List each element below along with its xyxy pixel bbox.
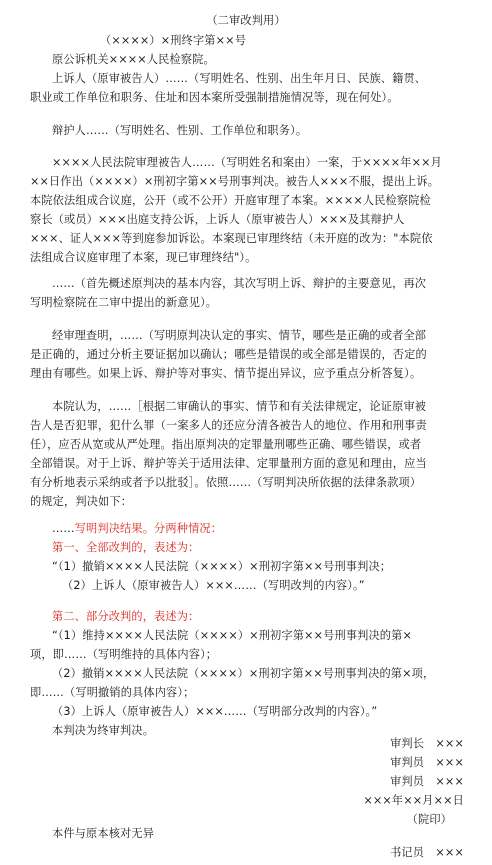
para4-line: 有分析地表示采纳或者予以批驳］。依照……（写明判决所依据的法律条款项） [30,476,422,489]
para3-line: 经审理查明，……（写明原判决认定的事实、情节，哪些是正确的或者全部 [52,329,427,342]
case2-line: （2）撤销××××人民法院（××××）×刑初字第××号刑事判决的第×项， [52,667,435,680]
para1-line: ××××人民法院审理被告人……（写明姓名和案由）一案，于××××年××月 [52,156,443,169]
clerk: 书记员 ××× [390,846,464,859]
para1-line: 本院依法组成合议庭，公开（或不公开）开庭审理了本案。××××人民检察院检 [30,194,431,207]
judge-1: 审判员 ××× [390,756,464,769]
court-seal: （院印） [406,813,452,826]
para1-line: ×××、证人×××等到庭参加诉讼。本案现已审理终结（未开庭的改为："本院依 [30,232,433,245]
verify-note: 本件与原本核对无异 [52,827,155,840]
para1-line: 察长（或员）×××出庭支持公诉，上诉人（原审被告人）×××及其辩护人 [30,213,405,226]
case2-line: 即……（写明撤销的具体内容）； [30,686,195,699]
case1-line: （2）上诉人（原审被告人）×××……（写明改判的内容）。” [62,579,365,592]
case-number: （××××）×刑终字第××号 [100,34,247,47]
doc-subtitle: （二审改判用） [206,14,286,27]
defender-line: 辩护人……（写明姓名、性别、工作单位和职务）。 [52,124,308,137]
judgment-date: ×××年××月××日 [363,794,464,807]
judgment-intro-red: 写明判决结果。分两种情况： [74,522,223,535]
appellant-line: 上诉人（原审被告人）……（写明姓名、性别、出生年月日、民族、籍贯、 [52,72,427,85]
case2-line: “（1）维持××××人民法院（××××）×刑初字第××号刑事判决的第× [52,629,412,642]
judge-2: 审判员 ××× [390,775,464,788]
para4-line: 本院认为，……［根据二审确认的事实、情节和有关法律规定，论证原审被 [52,400,427,413]
para4-line: 全部错误。对于上诉、辩护等关于适用法律、定罪量刑方面的意见和理由，应当 [30,457,427,470]
judgment-intro [52,521,222,537]
para4-line: 的规定，判决如下： [30,495,133,508]
para4-line: 任），应否从宽或从严处理。指出原判决的定罪量刑哪些正确、哪些错误，或者 [30,438,422,451]
para3-line: 是正确的，通过分析主要证据加以确认；哪些是错误的或全部是错误的，否定的 [30,348,427,361]
case2-line: 项，即……（写明维持的具体内容）； [30,648,218,661]
para1-line: 法组成合议庭审理了本案，现已审理终结"）。 [30,251,257,264]
para1-line: ××日作出（××××）×刑初字第××号刑事判决。被告人×××不服，提出上诉。 [30,175,440,188]
para3-line: 理由有哪些。如果上诉、辩护等对事实、情节提出异议，应予重点分析答复）。 [30,367,422,380]
para4-line: 告人是否犯罪，犯什么罪（一案多人的还应分清各被告人的地位、作用和刑事责 [30,419,427,432]
case1-line: “（1）撤销××××人民法院（××××）×刑初字第××号刑事判决； [52,560,392,573]
prosecutor-line: 原公诉机关××××人民检察院。 [52,53,215,66]
presiding-judge: 审判长 ××× [390,737,464,750]
judgment-intro-prefix: …… [52,522,75,535]
para2-line: ……（首先概述原判决的基本内容，其次写明上诉、辩护的主要意见，再次 [52,277,427,290]
case2-line: （3）上诉人（原审被告人）×××……（写明部分改判的内容）。” [52,705,378,718]
case2-title: 第二、部分改判的，表述为： [52,610,200,623]
appellant-line: 职业或工作单位和职务、住址和因本案所受强制措施情况等，现在何处）。 [30,91,399,104]
case1-title: 第一、全部改判的，表述为： [52,541,200,554]
para2-line: 写明检察院在二审中提出的新意见）。 [30,296,218,309]
final-judgment: 本判决为终审判决。 [52,724,155,737]
